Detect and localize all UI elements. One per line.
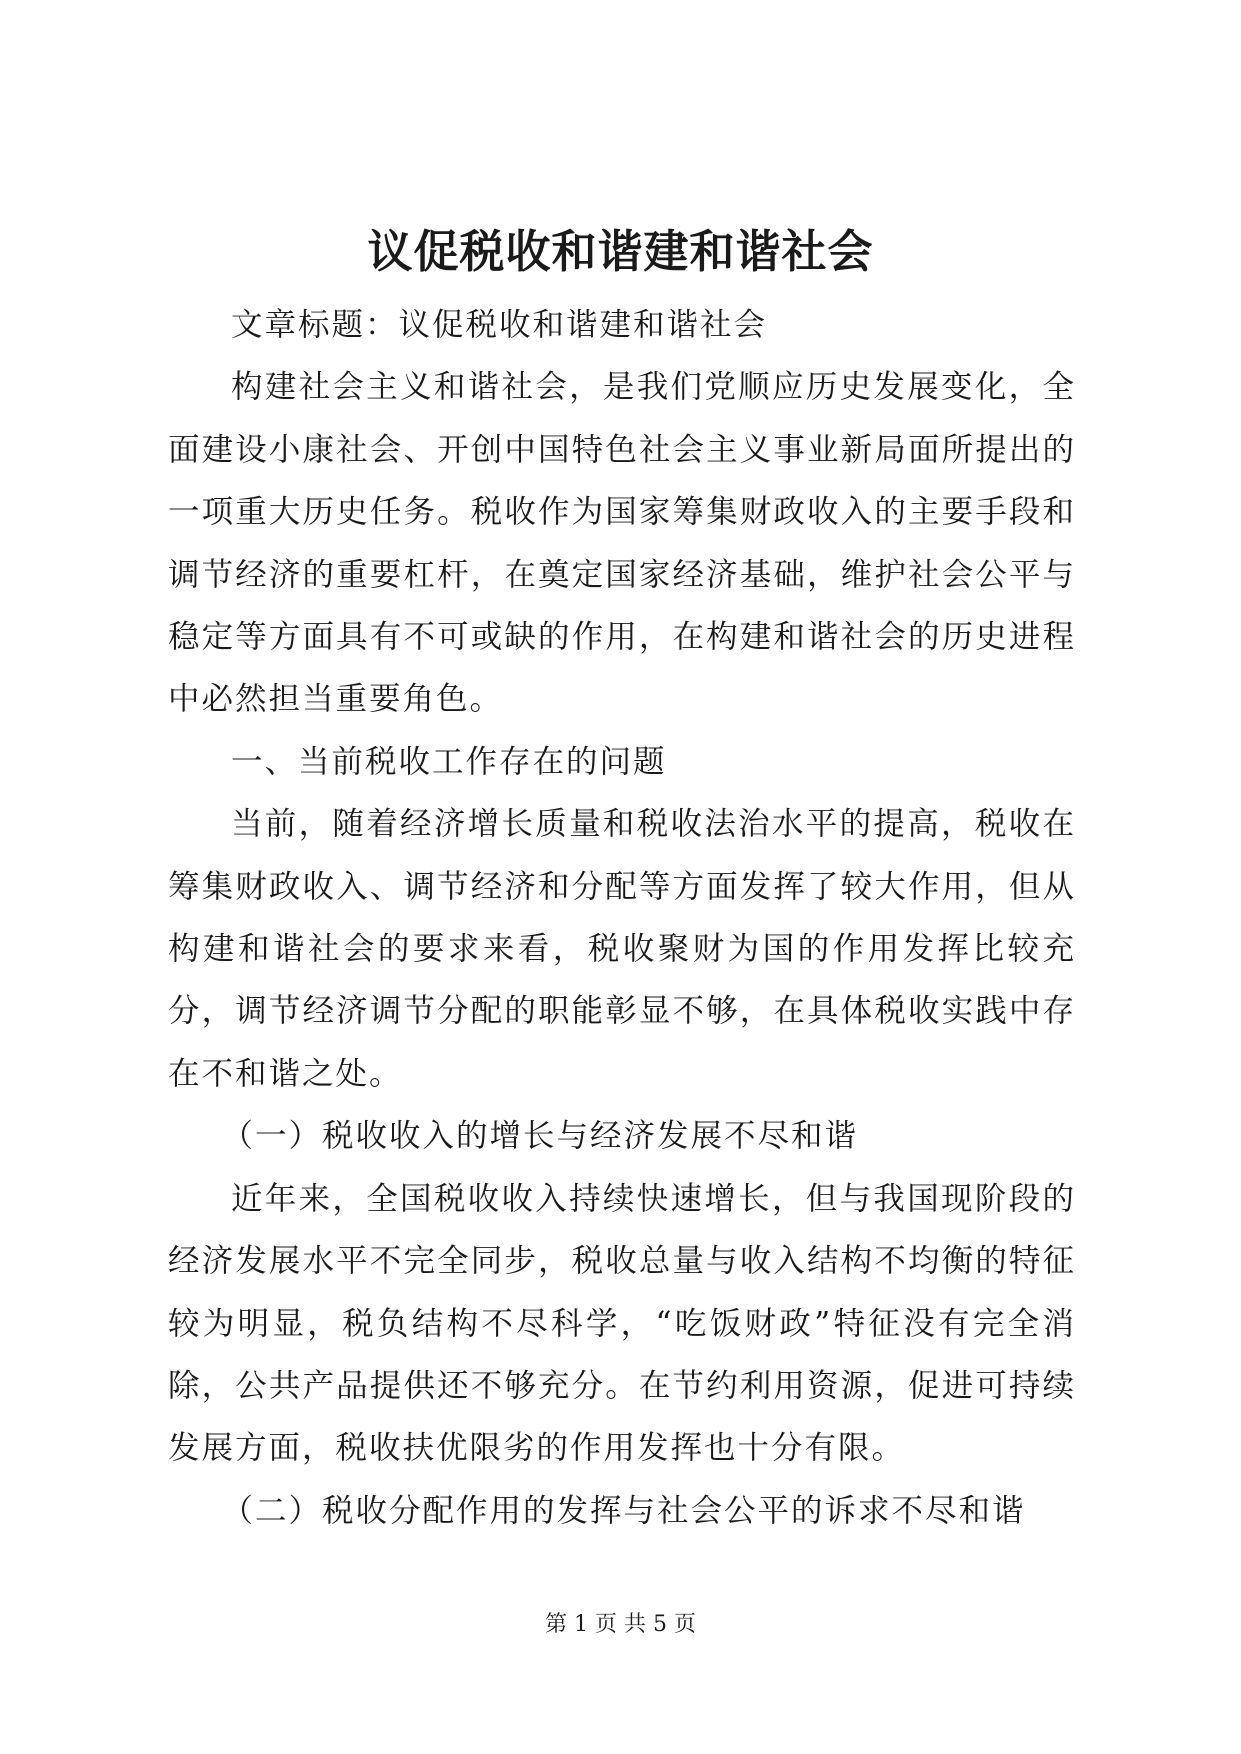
section-heading-1: 一、当前税收工作存在的问题 <box>231 743 667 780</box>
paragraph-tax-growth: 近年来，全国税收收入持续快速增长，但与我国现阶段的经济发展水平不完全同步，税收总量与收入结构不均衡的特征较为明显，税负结构不尽科学，“吃饭财政”特征没有完全消除，公共产品提供还不够充分。在节约利用资源，促进可持续发展方面，税收扶优限劣的作用发挥也十分有限。 <box>168 1180 1076 1467</box>
paragraph-intro: 构建社会主义和谐社会，是我们党顺应历史发展变化，全面建设小康社会、开创中国特色社会主义事业新局面所提出的一项重大历史任务。税收作为国家筹集财政收入的主要手段和调节经济的重要杠杆，在奠定国家经济基础，维护社会公平与稳定等方面具有不可或缺的作用，在构建和谐社会的历史进程中必然担当重要角色。 <box>168 369 1076 718</box>
page-footer: 第 1 页 共 5 页 <box>545 1612 696 1637</box>
document-body <box>168 294 1076 1542</box>
subsection-heading-2: （二）税收分配作用的发挥与社会公平的诉求不尽和谐 <box>221 1492 1026 1529</box>
paragraph-current-issues: 当前，随着经济增长质量和税收法治水平的提高，税收在筹集财政收入、调节经济和分配等方面发挥了较大作用，但从构建和谐社会的要求来看，税收聚财为国的作用发挥比较充分，调节经济调节分配的职能彰显不够，在具体税收实践中存在不和谐之处。 <box>168 806 1076 1092</box>
subsection-heading-1: （一）税收收入的增长与经济发展不尽和谐 <box>221 1118 859 1155</box>
document-title: 议促税收和谐建和谐社会 <box>367 225 874 278</box>
article-title-line: 文章标题：议促税收和谐建和谐社会 <box>231 307 768 343</box>
